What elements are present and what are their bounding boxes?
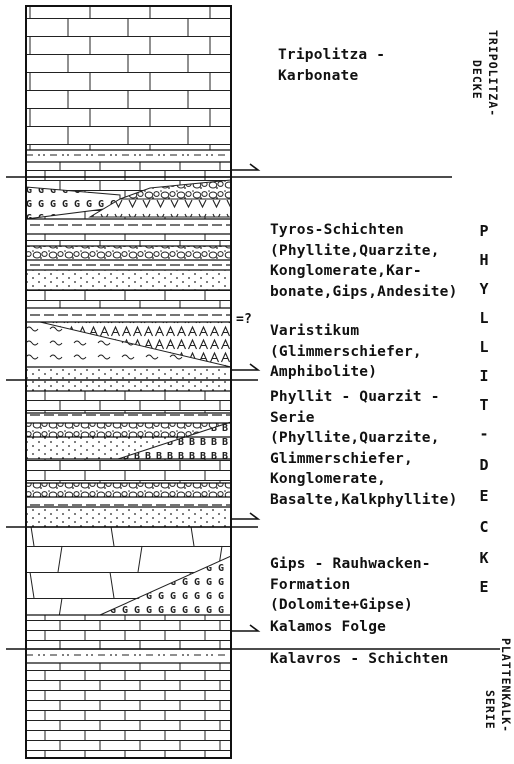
nappe-phyllit-letter: C [479, 518, 489, 536]
layer-pq-conglomerate-2 [26, 483, 231, 497]
label-line: Formation [270, 576, 351, 593]
layer-pq-limestone [26, 391, 231, 413]
label-tripolitza [278, 45, 385, 86]
label-line: (Phyllite,Quarzite, [270, 242, 440, 259]
layer-pq-phyllite-2 [26, 497, 231, 507]
layer-kalavros-limestone [26, 663, 231, 758]
nappe-phyllit-letter: - [479, 425, 489, 443]
label-varistikum [270, 321, 422, 383]
label-line: Karbonate [278, 67, 359, 84]
uncertain-contact-symbol: =? [236, 312, 253, 327]
label-line: Konglomerate, [270, 471, 387, 487]
label-kalavros [270, 649, 449, 670]
label-line: bonate,Gips,Andesite) [270, 283, 458, 300]
nappe-tripolitza-line1: TRIPOLITZA- [486, 30, 500, 118]
half-arrow-3 [232, 513, 258, 519]
nappe-phyllit-letter: T [479, 396, 489, 414]
label-line: (Phyllite,Quarzite, [270, 430, 440, 446]
label-kalamos [270, 617, 386, 638]
label-line: Basalte,Kalkphyllite) [270, 491, 458, 508]
layer-tyros-quartzite [26, 270, 231, 290]
label-line: (Dolomite+Gipse) [270, 597, 413, 613]
layer-tripolitza-sandy-limestone [26, 150, 231, 162]
layer-pq-limestone-2 [26, 459, 231, 483]
nappe-tripolitza-line2: DECKE [470, 60, 484, 100]
layer-tripolitza-base [26, 162, 231, 177]
layer-tyros-phyllite-3 [26, 308, 231, 322]
label-line: Kalavros - Schichten [270, 651, 449, 667]
nappe-phyllit-letter: L [479, 309, 489, 327]
nappe-phyllit-letter: Y [479, 280, 489, 298]
nappe-phyllit-letter: P [479, 222, 489, 240]
nappe-phyllit-letter: E [479, 487, 489, 505]
label-line: Glimmerschiefer, [270, 450, 413, 467]
layer-kalavros-sandshale [26, 649, 231, 663]
half-arrow-4 [232, 625, 258, 631]
column-layers [26, 6, 231, 758]
label-line: Kalamos Folge [270, 619, 387, 635]
layer-tyros-phyllite-2 [26, 260, 231, 270]
label-line: Konglomerate,Kar- [270, 263, 422, 279]
layer-kalamos [26, 615, 231, 649]
layer-tyros-conglomerate [26, 246, 231, 260]
layer-tyros-phyllite-1 [26, 219, 231, 234]
nappe-plattenkalk-line2: SERIE [483, 690, 497, 730]
half-arrow-symbols [232, 164, 258, 631]
nappe-phyllit-letter: E [479, 578, 489, 596]
label-phyllit-quarzit [270, 387, 458, 510]
nappe-phyllit-letter: I [479, 367, 489, 385]
label-line: Phyllit - Quarzit - [270, 389, 440, 405]
label-line: (Glimmerschiefer, [270, 343, 422, 360]
label-line: Serie [270, 409, 315, 426]
nappe-phyllit-letter: H [479, 251, 489, 269]
half-arrow-2 [232, 364, 258, 370]
nappe-plattenkalk-line1: PLATTENKALK- [499, 638, 513, 734]
half-arrow-1 [232, 164, 258, 170]
layer-tripolitza-limestone [26, 6, 231, 150]
layer-pq-quartzite-1 [26, 367, 231, 391]
layer-tyros-limestone-2 [26, 290, 231, 308]
label-tyros [270, 220, 458, 302]
label-line: Tripolitza - [278, 47, 386, 63]
label-line: Tyros-Schichten [270, 222, 404, 238]
label-line: Gips - Rauhwacken- [270, 556, 431, 572]
nappe-phyllit-letter: L [479, 338, 489, 356]
layer-pq-quartzite-3 [26, 507, 231, 527]
label-line: Varistikum [270, 323, 360, 339]
nappe-phyllit-letter: D [479, 456, 489, 474]
label-line: Amphibolite) [270, 364, 378, 380]
nappe-phyllit-letter: K [479, 549, 489, 567]
layer-tyros-limestone [26, 234, 231, 246]
layer-pq-phyllite [26, 413, 231, 423]
label-gips-rauhwacken [270, 554, 431, 616]
